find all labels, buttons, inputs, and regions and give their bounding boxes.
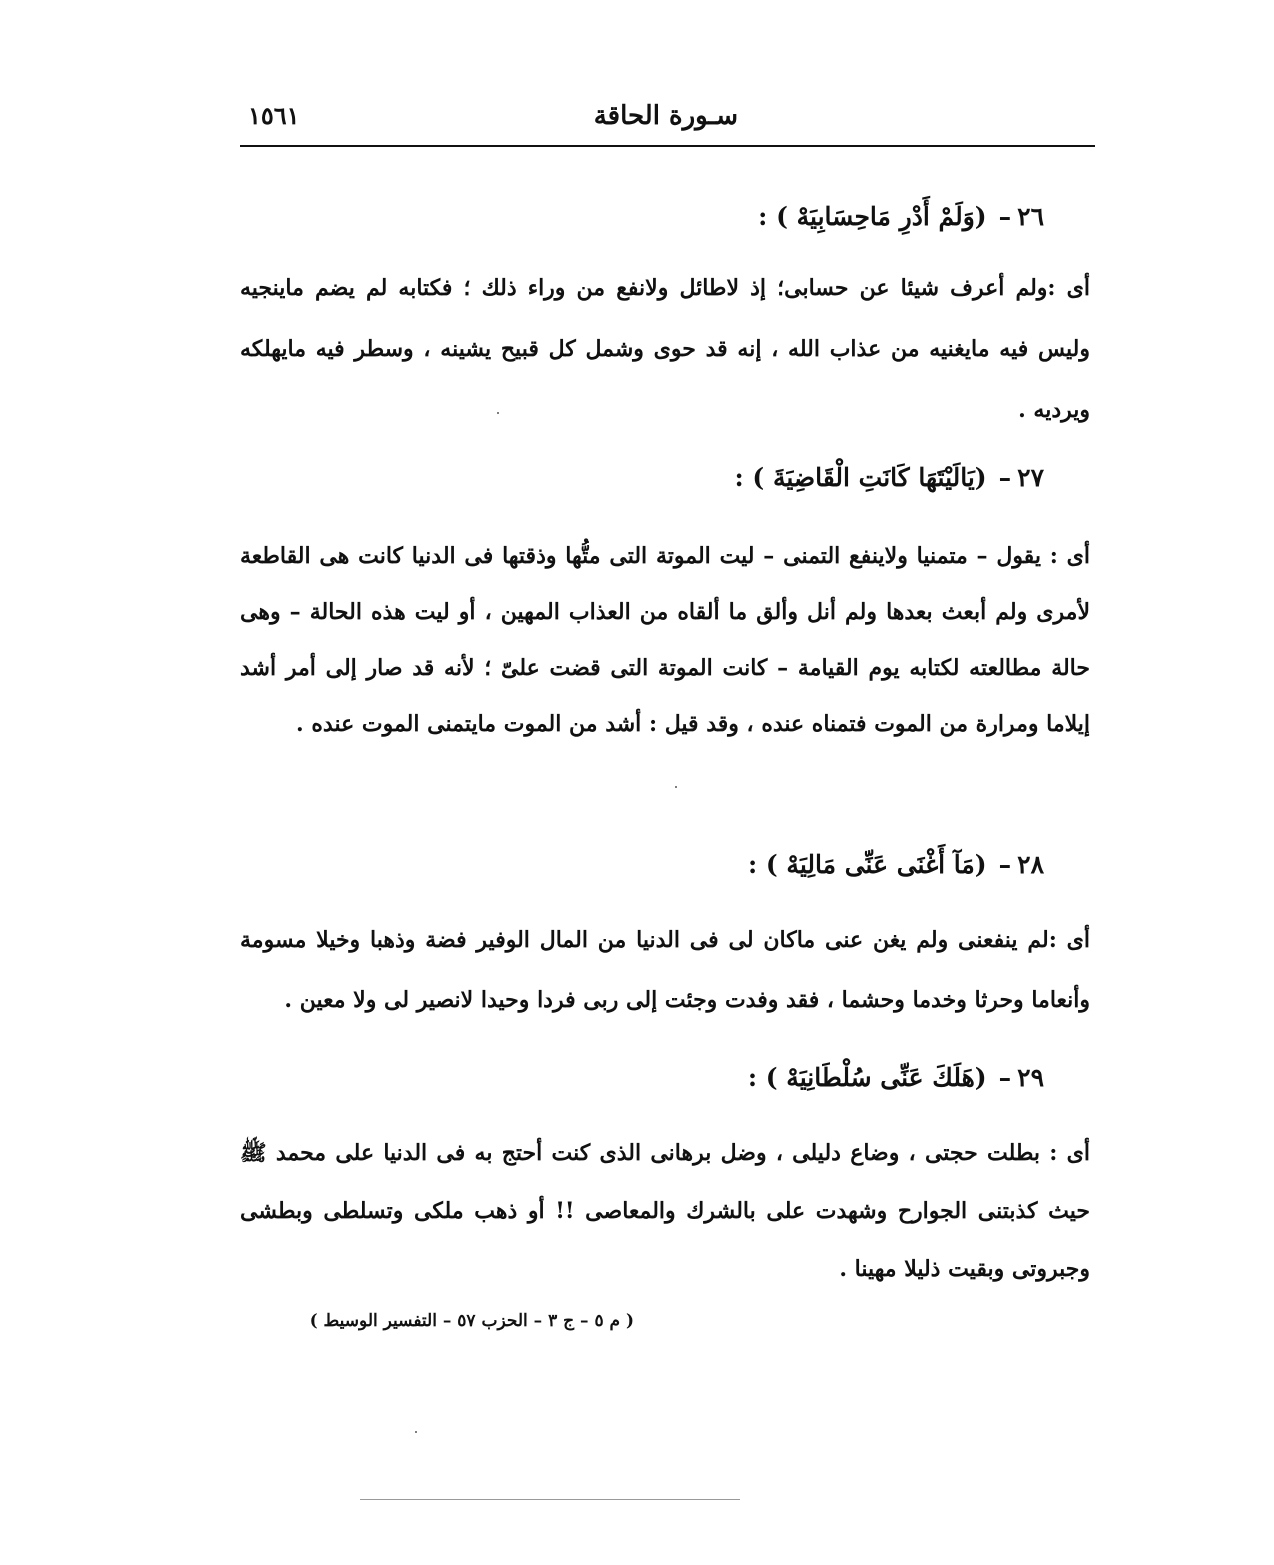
commentary-paragraph-28: أى :لم ينفعنى ولم يغن عنى ماكان لى فى الدنيا من المال الوفير فضة وذهبا وخيلا مسومة وأنعاما وحرثا وخدما وحشما ، فقد وفدت وجئت إلى ربى فردا وحيدا لانصير لى ولا معين .	[240, 927, 1090, 1013]
verse-number: ٢٦	[1017, 202, 1044, 231]
scan-edge-line	[360, 1499, 740, 1500]
verse-text: (هَلَكَ عَنِّى سُلْطَانِيَهْ ) :	[747, 1063, 987, 1092]
verse-number: ٢٧	[1017, 463, 1044, 492]
page-title: سـورة الحاقة	[593, 101, 738, 131]
commentary-paragraph-27: أى : يقول – متمنيا ولاينفع التمنى – ليت الموتة التى متُّها وذقتها فى الدنيا كانت هى القاطعة لأمرى ولم أبعث بعدها ولم أنل وألق ما ألقاه من العذاب المهين ، أو ليت هذه الحالة – وهى حالة مطالعته لكتابه يوم القيامة – كانت الموتة التى قضت علىّ ؛ لأنه قد صار إلى أمر أشد إيلاما ومرارة من الموت فتمناه عنده ، وقد قيل : أشد من الموت مايتمنى الموت عنده .	[240, 543, 1090, 737]
scan-speck	[675, 786, 677, 788]
header-divider	[240, 145, 1095, 147]
verse-heading-27	[734, 458, 1044, 498]
verse-heading-26	[758, 197, 1044, 237]
verse-dash: –	[998, 850, 1012, 879]
commentary-paragraph-29: أى : بطلت حجتى ، وضاع دليلى ، وضل برهانى الذى كنت أحتج به فى الدنيا على محمد ﷺ حيث كذبتنى الجوارح وشهدت على بالشرك والمعاصى !! أو ذهب ملكى وتسلطى وبطشى وجبروتى وبقيت ذليلا مهينا .	[240, 1140, 1090, 1282]
commentary-paragraph-26: أى :ولم أعرف شيئا عن حسابى؛ إذ لاطائل ولانفع من وراء ذلك ؛ فكتابه لم يضم ماينجيه وليس فيه مايغنيه من عذاب الله ، إنه قد حوى وشمل كل قبيح يشينه ، وسطر فيه مايهلكه ويرديه .	[240, 275, 1090, 423]
verse-dash: –	[998, 202, 1012, 231]
verse-dash: –	[998, 1063, 1012, 1092]
scan-speck	[415, 1431, 417, 1433]
verse-dash: –	[998, 463, 1012, 492]
scan-speck	[497, 412, 499, 414]
verse-number: ٢٨	[1017, 850, 1044, 879]
verse-heading-29	[748, 1058, 1044, 1098]
page-header	[240, 96, 1090, 146]
verse-text: (يَالَيْتَهَا كَانَتِ الْقَاضِيَةَ ) :	[734, 463, 987, 492]
verse-number: ٢٩	[1017, 1063, 1044, 1092]
page-number: ١٥٦١	[248, 101, 300, 130]
verse-heading-28	[748, 845, 1044, 885]
footer-signature: ( م ٥ – ج ٣ – الحزب ٥٧ – التفسير الوسيط )	[309, 1311, 634, 1331]
verse-text: (وَلَمْ أَدْرِ مَاحِسَابِيَهْ ) :	[758, 202, 987, 231]
verse-text: (مَآ أَغْنَى عَنِّى مَالِيَهْ ) :	[747, 850, 987, 879]
